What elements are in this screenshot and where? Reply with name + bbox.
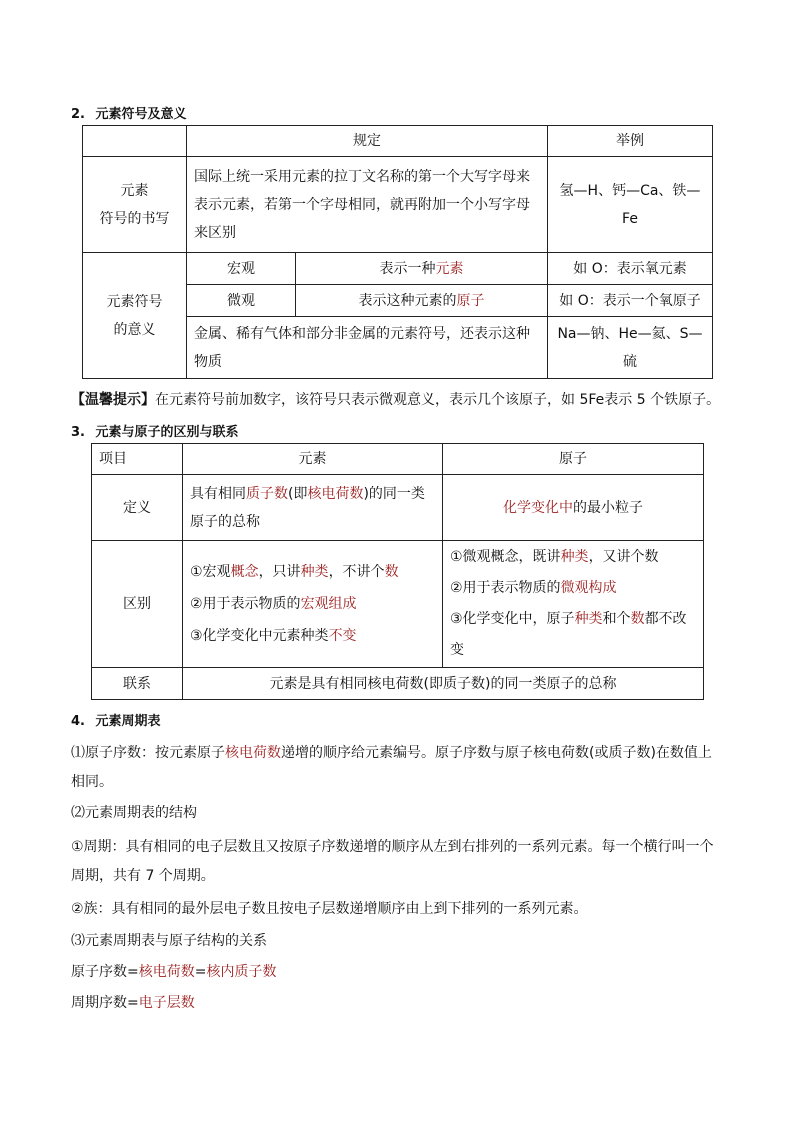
text: =: [194, 964, 207, 980]
section-3-heading: [71, 421, 239, 440]
highlight: 概念: [230, 564, 259, 580]
highlight: 数: [630, 611, 645, 627]
text: ③化学变化中元素种类: [190, 628, 329, 644]
heading-text: 元素符号及意义: [95, 107, 187, 122]
element-point-2: [190, 588, 435, 620]
meaning-label-cell: [83, 253, 187, 379]
relation-label: 联系: [92, 668, 183, 700]
col-header-item: 项目: [92, 444, 183, 475]
text: ，不讲个: [328, 564, 385, 580]
heading-number: 2.: [71, 107, 85, 122]
text: (即: [288, 485, 308, 502]
highlight: 宏观组成: [300, 596, 357, 612]
tip-text: 在元素符号前加数字，该符号只表示微观意义，表示几个该原子，如 5Fe表示 5 个铁原子。: [155, 392, 721, 408]
metal-example-cell: [548, 317, 713, 379]
paragraph-period: ①周期：具有相同的电子层数且又按原子序数递增的顺序从左到右排列的一系列元素。每一个横行叫一个周期，共有 7 个周期。: [71, 839, 714, 884]
paragraph-table-structure: ⑵元素周期表的结构: [71, 805, 197, 821]
text: ③化学变化中，原子: [450, 611, 575, 627]
highlight: 不变: [328, 628, 357, 644]
atom-point-3: [450, 604, 696, 666]
micro-example-cell: 如 O：表示一个氧原子: [548, 285, 713, 317]
writing-example-line-1: 氢—H、钙—Ca、铁—: [559, 182, 701, 199]
text: )的同一类原子的总称: [190, 485, 425, 530]
highlight: 数: [384, 564, 399, 580]
tip-label: 【温馨提示】: [71, 392, 155, 408]
highlight: 核电荷数: [307, 485, 364, 502]
relation-cell: 元素是具有相同核电荷数(即质子数)的同一类原子的总称: [183, 668, 704, 700]
atom-definition-cell: [443, 475, 704, 541]
meaning-label-line-2: 的意义: [113, 321, 156, 338]
highlight: 种类: [574, 611, 603, 627]
col-header-atom: 原子: [443, 444, 704, 475]
highlight: 微观构成: [560, 580, 617, 596]
text: ⑴原子序数：按元素原子: [71, 745, 225, 761]
text: 都不改变: [450, 611, 687, 658]
element-atom-table: [91, 443, 704, 700]
writing-label-line-2: 符号的书写: [99, 210, 170, 227]
formula-period-number: [71, 993, 195, 1013]
heading-text: 元素与原子的区别与联系: [95, 425, 239, 440]
highlight: 核电荷数: [225, 745, 281, 761]
blank-header-cell: [83, 126, 187, 157]
writing-example-line-2: Fe: [622, 210, 638, 227]
element-point-3: [190, 620, 435, 652]
text: 和个: [602, 611, 631, 627]
macro-cell: 宏观: [187, 253, 296, 285]
highlight: 化学变化中: [503, 499, 573, 516]
micro-rule-cell: [296, 285, 548, 317]
writing-rule-cell: 国际上统一采用元素的拉丁文名称的第一个大写字母来表示元素，若第一个字母相同，就再附加一个小写字母来区别: [187, 157, 548, 253]
macro-rule-highlight: 元素: [435, 260, 464, 277]
element-difference-cell: [183, 541, 443, 668]
element-point-1: [190, 556, 435, 588]
highlight: 电子层数: [138, 995, 195, 1011]
element-definition-cell: [183, 475, 443, 541]
metal-example-line-1: Na—钠、He—氦、S—: [557, 325, 703, 342]
text: 周期序数=: [71, 995, 139, 1011]
text: ，只讲: [258, 564, 301, 580]
text: ②用于表示物质的: [190, 596, 301, 612]
text: ，又讲个数: [588, 549, 659, 565]
highlight: 核电荷数: [138, 964, 195, 980]
macro-rule-cell: [296, 253, 548, 285]
highlight: 质子数: [246, 485, 288, 502]
micro-rule-text: 表示这种元素的: [358, 292, 457, 309]
text: ①微观概念，既讲: [450, 549, 561, 565]
text: 的最小粒子: [573, 499, 643, 516]
col-header-element: 元素: [183, 444, 443, 475]
formula-atomic-number: [71, 962, 276, 982]
meaning-label-line-1: 元素符号: [106, 293, 163, 310]
macro-rule-text: 表示一种: [379, 260, 436, 277]
heading-text: 元素周期表: [95, 714, 161, 729]
micro-rule-highlight: 原子: [456, 292, 485, 309]
atom-point-1: [450, 542, 696, 573]
section-2-heading: [71, 103, 187, 122]
col-header-rule: 规定: [187, 126, 548, 157]
difference-label: 区别: [92, 541, 183, 668]
text: 递增的顺序给元素编号。原子序数与原子核电荷数(或质子数)在数值上相同。: [71, 745, 712, 790]
metal-example-line-2: 硫: [623, 353, 637, 370]
writing-label-cell: [83, 157, 187, 253]
atom-difference-cell: [443, 541, 704, 668]
heading-number: 3.: [71, 425, 85, 440]
writing-example-cell: [548, 157, 713, 253]
paragraph-relation: ⑶元素周期表与原子结构的关系: [71, 933, 267, 949]
definition-label: 定义: [92, 475, 183, 541]
text: 原子序数=: [71, 964, 139, 980]
metal-rule-cell: 金属、稀有气体和部分非金属的元素符号，还表示这种物质: [187, 317, 548, 379]
highlight: 种类: [300, 564, 329, 580]
text: ②用于表示物质的: [450, 580, 561, 596]
highlight: 核内质子数: [206, 964, 277, 980]
micro-cell: 微观: [187, 285, 296, 317]
paragraph-group: ②族：具有相同的最外层电子数且按电子层数递增顺序由上到下排列的一系列元素。: [71, 901, 588, 917]
text: ①宏观: [190, 564, 231, 580]
heading-number: 4.: [71, 714, 85, 729]
col-header-example: 举例: [548, 126, 713, 157]
element-symbol-table: [82, 125, 713, 379]
writing-label-line-1: 元素: [120, 182, 149, 199]
atom-point-2: [450, 573, 696, 604]
highlight: 种类: [560, 549, 589, 565]
macro-example-cell: 如 O：表示氧元素: [548, 253, 713, 285]
paragraph-atomic-number: [71, 739, 716, 797]
section-4-heading: [71, 710, 161, 729]
warm-tip: [71, 389, 720, 409]
text: 具有相同: [190, 485, 246, 502]
